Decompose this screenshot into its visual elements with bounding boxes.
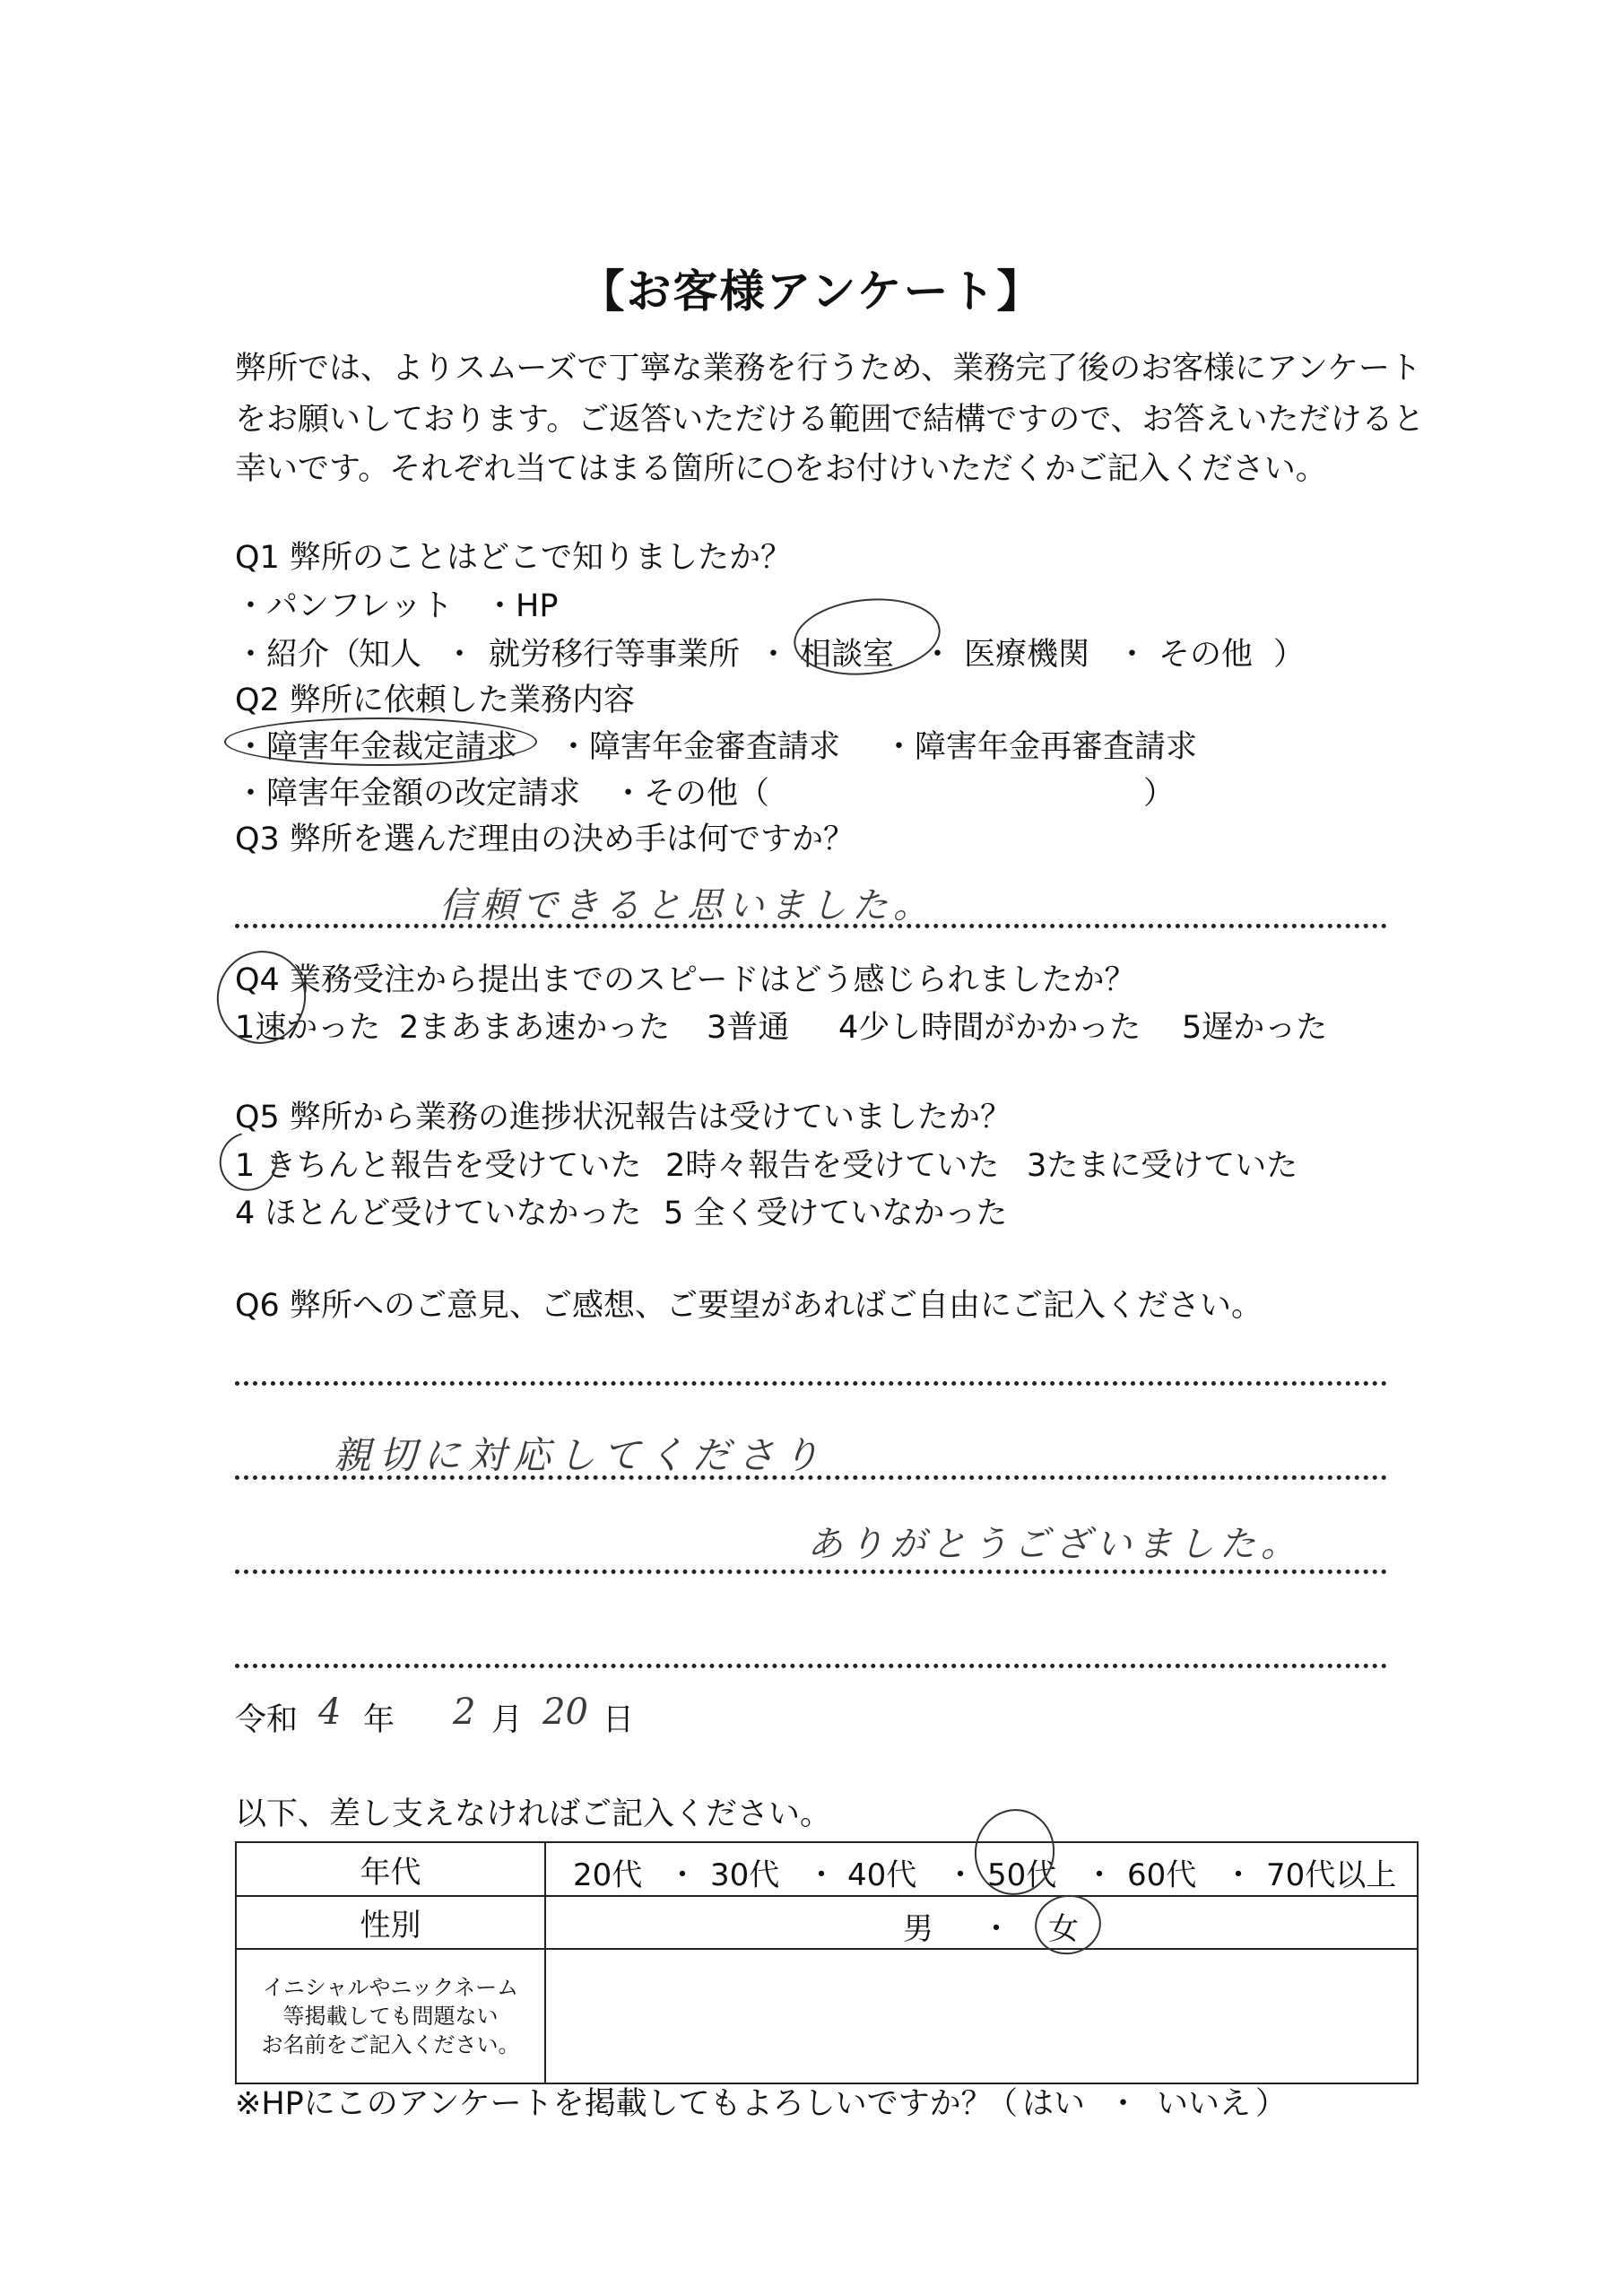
q4-question: Q4 業務受注から提出までのスピードはどう感じられましたか？ [235,962,1136,998]
q1-sep: ・ [922,637,954,673]
q6-answer-line-3 [235,1570,1387,1574]
q5-option-3[interactable]: 3たまに受けていた [1027,1148,1298,1184]
q2-option-sonota[interactable]: ・その他（ [612,776,770,812]
age-option-50[interactable]: 50代 [987,1857,1057,1893]
date-year-unit: 年 [363,1702,395,1738]
age-option-30[interactable]: 30代 [710,1857,780,1893]
q1-option-iryo[interactable]: 医療機関 [964,637,1090,673]
intro-line-3: 幸いです。それぞれ当てはまる箇所に○をお付けいただくかご記入ください。 [235,451,1327,487]
gender-option-female[interactable]: 女 [1048,1911,1079,1947]
q6-question: Q6 弊所へのご意見、ご感想、ご要望があればご自由にご記入ください。 [235,1288,1263,1324]
hp-consent-yes[interactable]: はい [1022,2086,1086,2122]
q5-option-2[interactable]: 2時々報告を受けていた [665,1148,1000,1184]
age-sep: ・ [806,1857,837,1893]
q1-option-intro-open: ・紹介（ [235,637,361,673]
gender-sep: ・ [981,1911,1011,1947]
name-label-line-3: お名前をご記入ください。 [261,2032,520,2057]
q4-option-4[interactable]: 4少し時間がかかった [838,1010,1141,1046]
q4-option-1[interactable]: 1速かった [235,1010,381,1046]
q6-answer-line-4 [235,1664,1387,1668]
intro-line-2: をお願いしております。ご返答いただける範囲で結構ですので、お答えいただけると [235,402,1425,438]
q1-option-hp[interactable]: ・HP [484,588,559,624]
age-options-cell [545,1842,1418,1896]
q1-sep: ・ [1116,637,1149,673]
name-input-cell[interactable] [545,1949,1418,2083]
q6-answer-line2[interactable]: ありがとうございました。 [807,1524,1302,1565]
age-sep: ・ [1084,1857,1115,1893]
q5-option-1[interactable]: 1 きちんと報告を受けていた [235,1148,642,1184]
q4-option-5[interactable]: 5遅かった [1182,1010,1328,1046]
date-era: 令和 [235,1702,299,1738]
q2-option-sonota-close: ） [1143,776,1176,812]
q1-option-shuro[interactable]: 就労移行等事業所 [489,637,741,673]
name-label-line-2: 等掲載しても問題ない [282,2004,499,2029]
hp-consent-close: ） [1255,2086,1288,2122]
date-day-unit: 日 [603,1702,635,1738]
q1-option-sodan[interactable]: 相談室 [800,637,895,673]
q1-sep: ・ [758,637,790,673]
name-label [236,1949,545,2083]
date-month-unit: 月 [491,1702,524,1738]
hp-consent-question: ※HPにこのアンケートを掲載してもよろしいですか？ [235,2086,993,2122]
gender-options-cell [545,1896,1418,1949]
intro-line-1: 弊所では、よりスムーズで丁寧な業務を行うため、業務完了後のお客様にアンケート [235,351,1422,387]
q6-answer-line1[interactable]: 親切に対応してくださり [334,1433,828,1477]
q5-option-5[interactable]: 5 全く受けていなかった [664,1196,1008,1231]
q5-option-4[interactable]: 4 ほとんど受けていなかった [235,1196,642,1231]
q1-option-chijin[interactable]: 知人 [359,637,422,673]
q5-question: Q5 弊所から業務の進捗状況報告は受けていましたか？ [235,1100,1011,1135]
q3-answer-line [235,924,1387,928]
hp-consent-open: （ [986,2086,1019,2122]
respondent-info-table [235,1841,1419,2084]
q4-option-3[interactable]: 3普通 [707,1010,790,1046]
q2-option-kaitei[interactable]: ・障害年金額の改定請求 [235,776,581,812]
q2-selection-circle [224,718,537,766]
q3-question: Q3 弊所を選んだ理由の決め手は何ですか？ [235,822,855,857]
q2-option-shinsa[interactable]: ・障害年金審査請求 [558,729,841,765]
age-option-40[interactable]: 40代 [847,1857,917,1893]
name-label-line-1: イニシャルやニックネーム [262,1975,519,2000]
q3-answer[interactable]: 信頼できると思いました。 [439,885,934,926]
gender-label: 性別 [236,1896,545,1949]
age-label: 年代 [236,1842,545,1896]
page-title: 【お客様アンケート】 [579,265,1044,317]
date-month[interactable]: 2 [453,1692,476,1733]
age-sep: ・ [667,1857,698,1893]
q4-option-2[interactable]: 2まあまあ速かった [399,1010,671,1046]
age-sep: ・ [945,1857,976,1893]
age-option-20[interactable]: 20代 [573,1857,643,1893]
optional-note: 以下、差し支えなければご記入ください。 [235,1796,832,1832]
gender-option-male[interactable]: 男 [903,1911,933,1947]
date-day[interactable]: 20 [542,1692,588,1733]
hp-consent-no[interactable]: いいえ [1157,2086,1252,2122]
q6-answer-line-2 [235,1475,1387,1480]
age-sep: ・ [1223,1857,1254,1893]
q2-question: Q2 弊所に依頼した業務内容 [235,683,635,718]
q6-answer-line-1 [235,1381,1387,1386]
q2-option-saishinsa[interactable]: ・障害年金再審査請求 [883,729,1198,765]
q1-option-sonota[interactable]: その他 [1159,637,1254,673]
q1-question: Q1 弊所のことはどこで知りましたか？ [235,540,792,576]
q1-option-intro-close: ） [1273,637,1306,673]
age-option-70[interactable]: 70代以上 [1266,1857,1397,1893]
age-option-60[interactable]: 60代 [1127,1857,1197,1893]
q2-option-saitei[interactable]: ・障害年金裁定請求 [235,729,518,765]
q1-sep: ・ [444,637,476,673]
q1-option-pamphlet[interactable]: ・パンフレット [235,588,454,624]
hp-consent-sep: ・ [1107,2086,1140,2122]
date-year[interactable]: 4 [318,1692,342,1733]
